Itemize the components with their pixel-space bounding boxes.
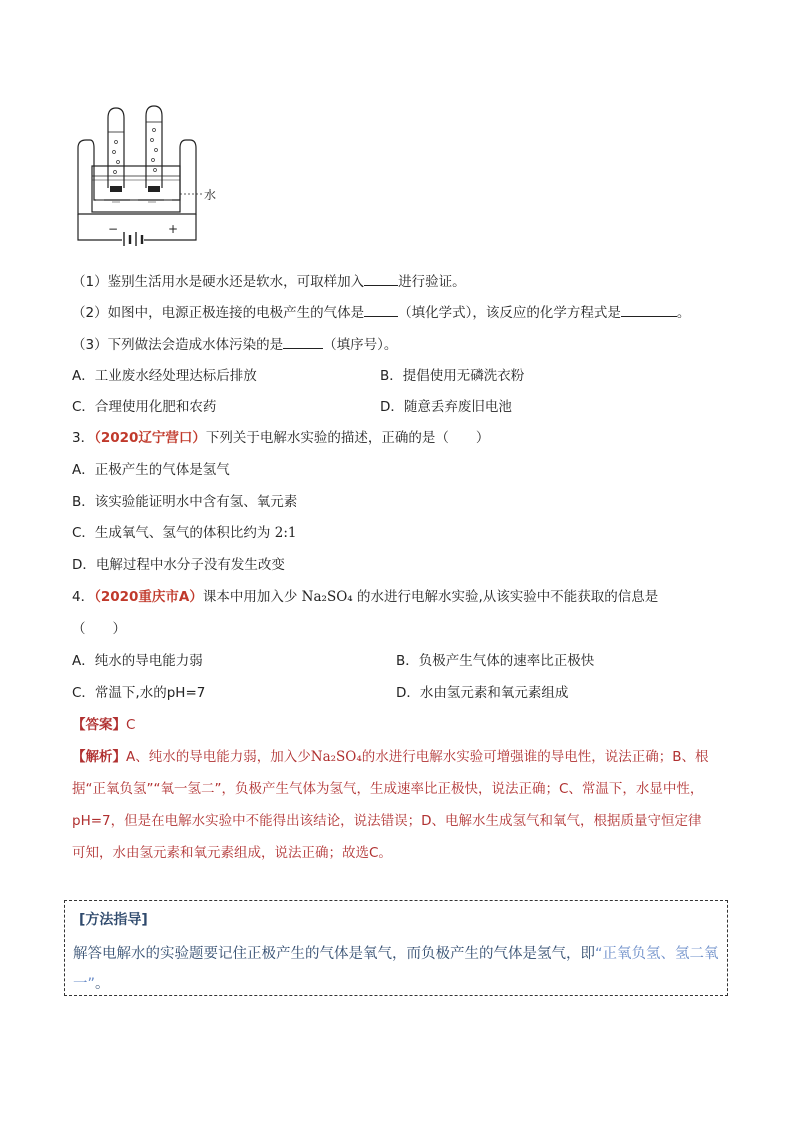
q2-sub2-text: （2）如图中，电源正极连接的电极产生的气体是	[72, 305, 365, 321]
q3-number: 3．	[72, 430, 95, 446]
analysis-formula: Na₂SO₄	[310, 749, 362, 765]
q2-sub3	[72, 334, 397, 355]
answer-blank	[364, 271, 398, 286]
method-text	[73, 939, 723, 999]
electrolysis-diagram	[72, 104, 232, 246]
q2-option-a: A．工业废水经处理达标后排放	[72, 368, 257, 384]
answer-blank	[283, 334, 323, 349]
q2-sub3-text: （3）下列做法会造成水体污染的是	[72, 337, 284, 353]
analysis-label: 【解析】	[72, 749, 126, 765]
q4-source: （2020重庆市A）	[94, 589, 203, 605]
q3-source: （2020辽宁营口）	[94, 430, 206, 446]
q3-option-c-text: C．生成氧气、氢气的体积比约为	[72, 525, 271, 541]
q4-option-b: B．负极产生气体的速率比正极快	[396, 653, 595, 669]
q2-sub2-text-mid: （填化学式），该反应的化学方程式是	[398, 305, 621, 321]
q2-sub2-text-end: 。	[676, 305, 691, 321]
q4-option-c: C．常温下,水的pH=7	[72, 685, 206, 701]
analysis-line-3: pH=7，但是在电解水实验中不能得出该结论，说法错误；D、电解水生成氢气和氧气，根据质量守恒定律	[72, 813, 702, 829]
q3-option-d: D．电解过程中水分子没有发生改变	[72, 557, 285, 573]
q2-sub1	[72, 271, 466, 292]
answer-blank	[364, 302, 398, 317]
analysis-text-1a: A、纯水的导电能力弱，加入少	[126, 749, 311, 765]
electrolysis-apparatus-illustration	[72, 104, 232, 246]
method-text-body: 解答电解水的实验题要记住正极产生的气体是氧气，而负极产生的气体是氢气，即	[73, 946, 595, 962]
q2-sub1-text: （1）鉴别生活用水是硬水还是软水，可取样加入	[72, 274, 365, 290]
analysis-line-2: 据“正氧负氢”“氧一氢二”，负极产生气体为氢气，生成速率比正极快，说法正确；C、常温下，水显中性，	[72, 781, 704, 797]
q2-sub2	[72, 302, 690, 323]
q4-formula: Na₂SO₄	[301, 589, 353, 605]
q4-stem-text-end: 的水进行电解水实验,从该实验中不能获取的信息是	[356, 589, 659, 605]
q3-option-b: B．该实验能证明水中含有氢、氧元素	[72, 494, 298, 510]
q2-option-c: C．合理使用化肥和农药	[72, 399, 217, 415]
method-guidance-box	[64, 900, 728, 996]
q3-option-a: A．正极产生的气体是氢气	[72, 462, 230, 478]
q3-stem	[72, 428, 489, 448]
method-quote: “正氧负氢、氢二氧一”	[73, 946, 719, 992]
answer-line	[72, 715, 135, 735]
q4-paren: （ ）	[72, 621, 126, 637]
q4-stem-text: 课本中用加入少	[202, 589, 298, 605]
method-text-end: 。	[95, 976, 110, 992]
q4-option-a: A．纯水的导电能力弱	[72, 653, 203, 669]
q2-sub1-text-end: 进行验证。	[398, 274, 466, 290]
method-title: [方法指导]	[79, 912, 148, 928]
q3-option-c	[72, 523, 296, 543]
water-label: 水	[204, 188, 217, 202]
analysis-line-1	[72, 747, 709, 767]
analysis-line-4: 可知，水由氢元素和氧元素组成，说法正确；故选C。	[72, 845, 392, 861]
q4-number: 4．	[72, 589, 95, 605]
q2-option-d: D．随意丢弃废旧电池	[380, 399, 512, 415]
answer-label: 【答案】	[72, 717, 126, 733]
analysis-text-1b: 的水进行电解水实验可增强谁的导电性，说法正确；B、根	[361, 749, 709, 765]
q4-option-d: D．水由氢元素和氧元素组成	[396, 685, 569, 701]
q2-sub3-text-end: （填序号）。	[323, 337, 398, 353]
q3-option-c-ratio: 2:1	[274, 525, 297, 541]
negative-terminal-label: −	[108, 222, 119, 236]
positive-terminal-label: +	[168, 222, 179, 236]
q4-stem	[72, 587, 658, 607]
answer-value: C	[126, 717, 136, 733]
q3-stem-text: 下列关于电解水实验的描述，正确的是（ ）	[205, 430, 490, 446]
answer-blank	[621, 302, 677, 317]
q2-option-b: B．提倡使用无磷洗衣粉	[380, 368, 525, 384]
